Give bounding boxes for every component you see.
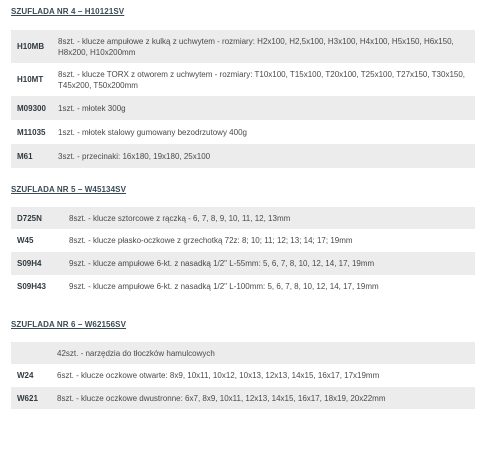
item-code xyxy=(11,342,57,364)
table-row xyxy=(11,30,475,63)
table-row xyxy=(11,275,475,298)
item-code: W24 xyxy=(11,364,57,387)
section-title: SZUFLADA NR 5 – W45134SV xyxy=(11,185,127,194)
item-description: 8szt. - klucze ampułowe z kulką z uchwytem - rozmiary: H2x100, H2,5x100, H3x100, H4x100, H5x150, H6x150, H8x200, H10x200mm xyxy=(58,30,475,63)
item-code: W45 xyxy=(11,229,69,252)
item-description: 1szt. - młotek stalowy gumowany bezodrzutowy 400g xyxy=(58,120,475,144)
item-code: S09H43 xyxy=(11,275,69,298)
table-row xyxy=(11,252,475,275)
item-description: 8szt. - klucze oczkowe dwustronne: 6x7, 8x9, 10x11, 12x13, 14x15, 16x17, 18x19, 20x22mm xyxy=(57,387,475,409)
item-code: H10MB xyxy=(11,30,58,63)
tools-table xyxy=(11,30,475,168)
item-code: W621 xyxy=(11,387,57,409)
item-code: M11035 xyxy=(11,120,58,144)
table-row xyxy=(11,63,475,96)
table-row xyxy=(11,229,475,252)
item-description: 9szt. - klucze ampułowe 6-kt. z nasadką 1/2" L-100mm: 5, 6, 7, 8, 10, 12, 14, 17, 19mm xyxy=(69,275,475,298)
table-row xyxy=(11,144,475,168)
item-description: 1szt. - młotek 300g xyxy=(58,96,475,120)
item-description: 42szt. - narzędzia do tłoczków hamulcowych xyxy=(57,342,475,364)
item-description: 8szt. - klucze płasko-oczkowe z grzechotką 72z: 8; 10; 11; 12; 13; 14; 17; 19mm xyxy=(69,229,475,252)
item-code: M61 xyxy=(11,144,58,168)
table-row xyxy=(11,342,475,364)
tools-table xyxy=(11,342,475,409)
tools-table xyxy=(11,207,475,298)
item-code: D725N xyxy=(11,207,69,229)
item-code: H10MT xyxy=(11,63,58,96)
item-description: 8szt. - klucze TORX z otworem z uchwytem - rozmiary: T10x100, T15x100, T20x100, T25x100, T27x150, T30x150, T45x200, T50x200mm xyxy=(58,63,475,96)
table-row xyxy=(11,207,475,229)
section-title: SZUFLADA NR 6 – W62156SV xyxy=(11,320,127,329)
table-row xyxy=(11,387,475,409)
item-description: 8szt. - klucze sztorcowe z rączką - 6, 7, 8, 9, 10, 11, 12, 13mm xyxy=(69,207,475,229)
table-row xyxy=(11,364,475,387)
item-description: 3szt. - przecinaki: 16x180, 19x180, 25x100 xyxy=(58,144,475,168)
item-description: 9szt. - klucze ampułowe 6-kt. z nasadką 1/2" L-55mm: 5, 6, 7, 8, 10, 12, 14, 17, 19mm xyxy=(69,252,475,275)
item-description: 6szt. - klucze oczkowe otwarte: 8x9, 10x11, 10x12, 10x13, 12x13, 14x15, 16x17, 17x19mm xyxy=(57,364,475,387)
section-title: SZUFLADA NR 4 – H10121SV xyxy=(11,7,125,16)
item-code: M09300 xyxy=(11,96,58,120)
table-row xyxy=(11,120,475,144)
item-code: S09H4 xyxy=(11,252,69,275)
table-row xyxy=(11,96,475,120)
